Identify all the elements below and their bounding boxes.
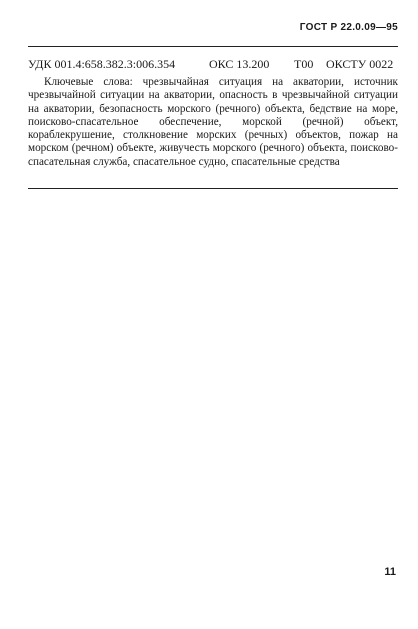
- classification-line: [28, 57, 400, 72]
- page-number: 11: [384, 566, 396, 578]
- udk-code: УДК 001.4:658.382.3:006.354: [28, 57, 176, 71]
- oks-code: ОКС 13.200: [209, 57, 270, 71]
- t-code: Т00: [294, 57, 314, 71]
- top-divider: [28, 46, 398, 47]
- keywords-paragraph: Ключевые слова: чрезвычайная ситуация на акватории, источник чрезвычайной ситуации на акватории, опасность в чрезвычайной ситуации на акватории, безопасность морского (речного) объекта, бедствие на море, поисково-спасательное обеспечение, морской (речной) объект, кораблекрушение, столкновение морских (речных) объектов, пожар на морском (речном) объекте, живучесть морского (речного) объекта, поисково-спасательная служба, спасательное судно, спасательные средства: [28, 76, 398, 168]
- standard-header: ГОСТ Р 22.0.09—95: [299, 22, 398, 33]
- bottom-divider: [28, 188, 398, 189]
- okstu-code: ОКСТУ 0022: [326, 57, 394, 71]
